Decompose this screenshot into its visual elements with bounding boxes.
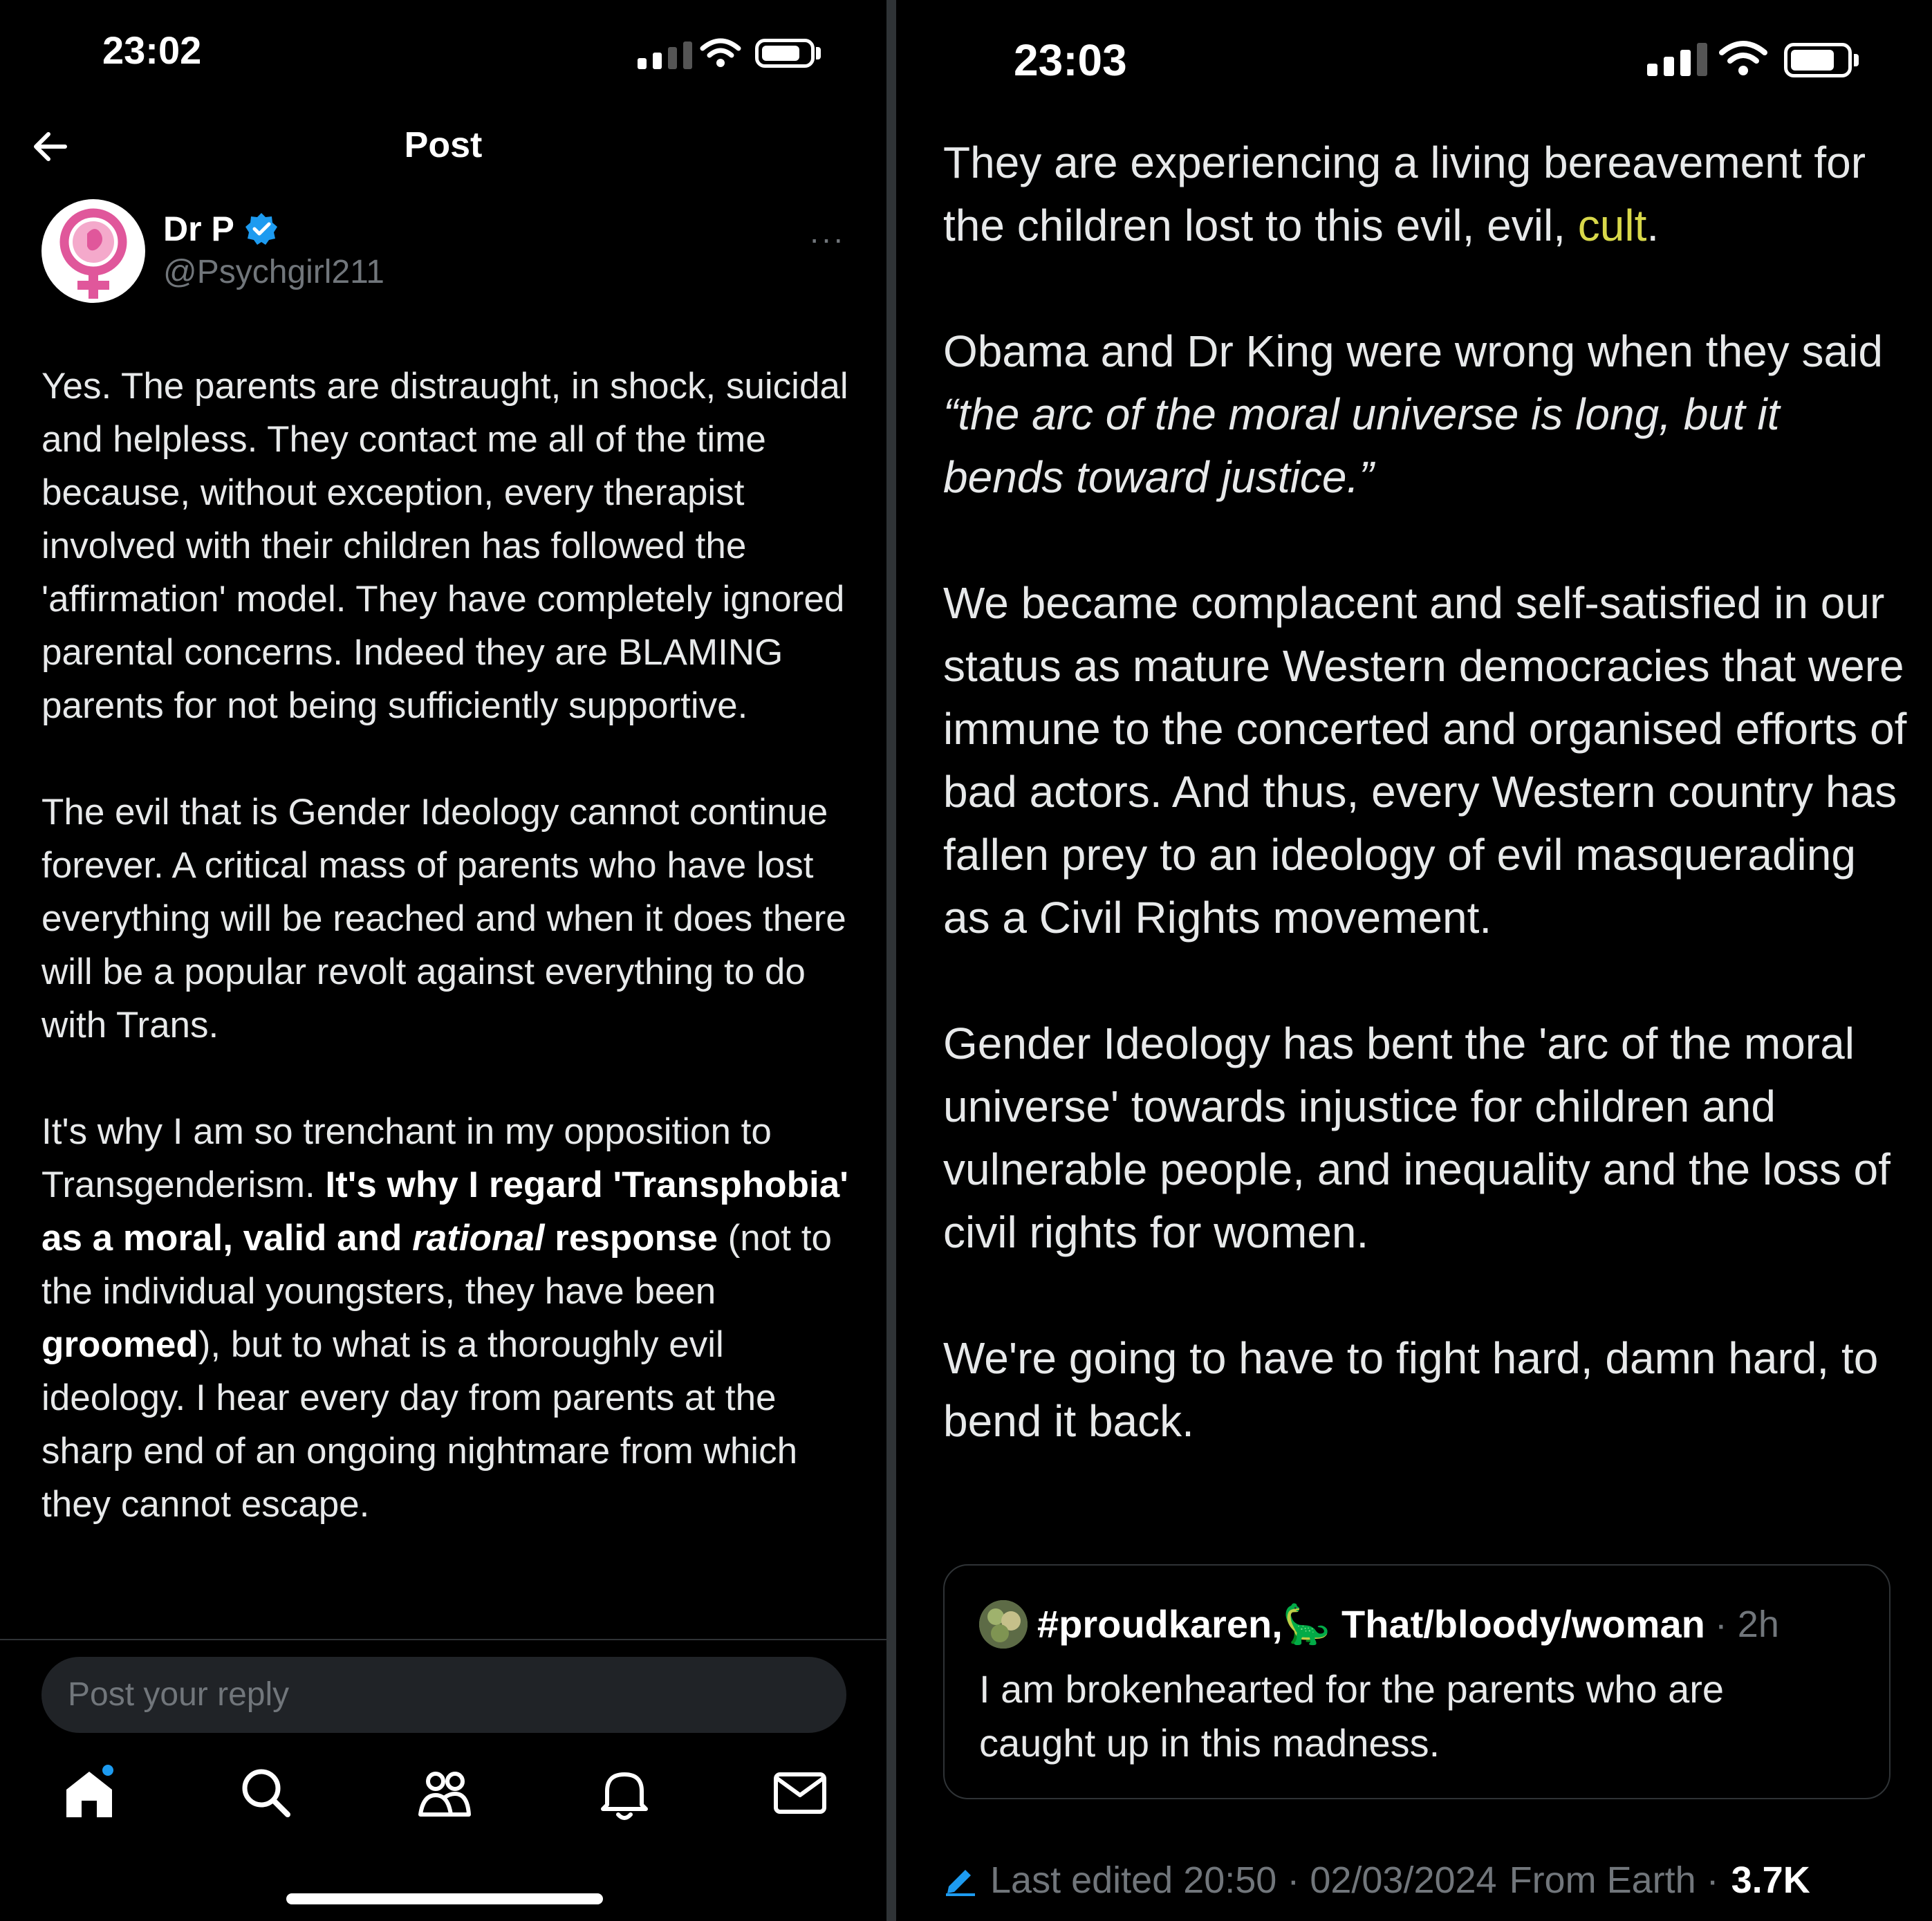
post-meta bbox=[943, 1859, 1810, 1902]
text-run: response bbox=[544, 1218, 718, 1259]
last-edited[interactable]: Last edited 20:50 · 02/03/2024 bbox=[990, 1859, 1497, 1901]
post-paragraph bbox=[41, 1105, 851, 1531]
communities-icon[interactable] bbox=[414, 1762, 476, 1824]
post-paragraph bbox=[943, 131, 1911, 257]
text-run: . bbox=[1646, 201, 1660, 250]
post-paragraph bbox=[943, 320, 1911, 509]
left-screenshot bbox=[0, 0, 886, 1921]
text-run: Gender Ideology has bent the 'arc of the moral universe' towards injustice for children and vulnerable people, and inequality and the loss of civil rights for women. bbox=[943, 1019, 1891, 1257]
divider bbox=[0, 1639, 886, 1640]
avatar[interactable] bbox=[979, 1600, 1028, 1649]
female-symbol-icon bbox=[41, 199, 145, 303]
post-source: From Earth · bbox=[1509, 1859, 1719, 1901]
quoted-post-time: · 2h bbox=[1714, 1604, 1779, 1645]
signal-icon bbox=[1647, 43, 1707, 76]
avatar[interactable] bbox=[41, 199, 145, 303]
post-paragraph bbox=[943, 572, 1911, 949]
reply-input[interactable]: Post your reply bbox=[41, 1657, 846, 1733]
author-handle: @Psychgirl211 bbox=[163, 254, 384, 290]
post-author bbox=[41, 199, 845, 310]
post-body bbox=[41, 360, 851, 1584]
battery-icon bbox=[1784, 43, 1852, 77]
view-count: 3.7K bbox=[1731, 1859, 1810, 1901]
post-body bbox=[943, 131, 1911, 1516]
status-time: 23:02 bbox=[102, 28, 202, 72]
post-paragraph bbox=[943, 1327, 1911, 1453]
text-run: The evil that is Gender Ideology cannot continue forever. A critical mass of parents who have lost everything will be reached and when it does there will be a popular revolt against everything to do with Trans. bbox=[41, 792, 846, 1046]
signal-icon bbox=[638, 41, 692, 69]
verified-badge-icon bbox=[244, 212, 279, 246]
home-indicator[interactable] bbox=[286, 1893, 603, 1904]
status-bar bbox=[896, 0, 1932, 104]
notifications-icon[interactable] bbox=[593, 1762, 656, 1824]
battery-icon bbox=[755, 39, 815, 68]
text-run: Obama and Dr King were wrong when they said bbox=[943, 326, 1883, 376]
text-run: groomed bbox=[41, 1324, 198, 1365]
quoted-post-text: I am brokenhearted for the parents who are caught up in this madness. bbox=[979, 1667, 1725, 1765]
text-run: rational bbox=[412, 1218, 545, 1259]
post-header bbox=[0, 111, 886, 180]
post-paragraph bbox=[41, 786, 851, 1052]
status-time: 23:03 bbox=[1014, 35, 1127, 85]
status-bar bbox=[0, 0, 886, 104]
text-run: “the arc of the moral universe is long, but it bends toward justice.” bbox=[943, 389, 1780, 502]
highlighted-word: cult bbox=[1577, 201, 1647, 250]
text-run: It's why I am so trenchant in my opposition to Transgenderism. bbox=[41, 1111, 772, 1205]
plant-avatar-icon bbox=[979, 1600, 1028, 1649]
text-run: We became complacent and self-satisfied in our status as mature Western democracies that were immune to the concerted and organised efforts of bad actors. And thus, every Western country has fallen prey to an ideology of evil masquerading as a Civil Rights movement. bbox=[943, 578, 1907, 943]
text-run: ), but to what is a thoroughly evil ideology. I hear every day from parents at the sharp end of an ongoing nightmare from which they cannot escape. bbox=[41, 1324, 798, 1525]
search-icon[interactable] bbox=[235, 1762, 297, 1824]
right-screenshot bbox=[896, 0, 1932, 1921]
author-name[interactable]: Dr P bbox=[163, 210, 234, 248]
edit-pencil-icon bbox=[943, 1863, 978, 1897]
more-options-icon[interactable]: ··· bbox=[809, 221, 845, 257]
wifi-icon bbox=[700, 37, 741, 68]
screenshot-divider bbox=[886, 0, 896, 1921]
messages-icon[interactable] bbox=[769, 1762, 831, 1824]
text-run: Yes. The parents are distraught, in shock, suicidal and helpless. They contact me all of the time because, without exception, every therapist involved with their children has followed the 'affirmation' model. They have completely ignored parental concerns. Indeed they are BLAMING parents for not being sufficiently supportive. bbox=[41, 366, 848, 726]
page-title: Post bbox=[404, 125, 483, 165]
home-icon[interactable] bbox=[58, 1762, 120, 1824]
quoted-author-name[interactable]: #proudkaren,🦕 That/bloody/woman bbox=[1037, 1602, 1705, 1646]
text-run: They are experiencing a living bereavement for the children lost to this evil, evil, bbox=[943, 138, 1866, 250]
post-paragraph bbox=[943, 1012, 1911, 1264]
bottom-tab-bar bbox=[0, 1762, 886, 1838]
text-run: We're going to have to fight hard, damn hard, to bend it back. bbox=[943, 1333, 1879, 1446]
wifi-icon bbox=[1719, 40, 1767, 76]
post-paragraph bbox=[41, 360, 851, 732]
quoted-post[interactable] bbox=[943, 1564, 1891, 1799]
text-run: It's why I regard 'Transphobia' as a moral, valid and bbox=[41, 1164, 848, 1259]
text-run: (not to the individual youngsters, they have been bbox=[41, 1218, 832, 1312]
